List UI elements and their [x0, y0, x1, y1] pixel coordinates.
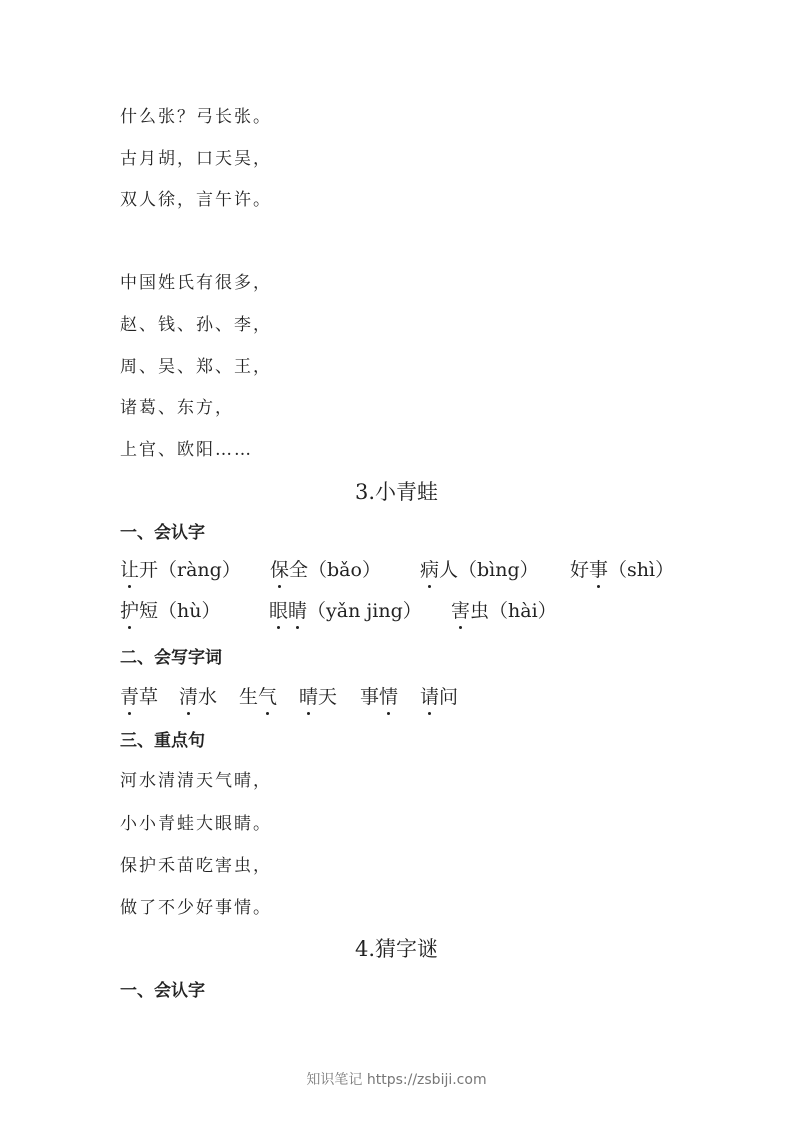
- poem-line: 诸葛、东方，: [120, 398, 234, 418]
- poem-line: 中国姓氏有很多，: [120, 273, 272, 293]
- recognize-item: 护短（hù）: [120, 600, 221, 622]
- section-heading-write: 二、会写字词: [120, 648, 222, 668]
- write-word: 清水: [179, 686, 218, 708]
- poem-line: 上官、欧阳……: [120, 440, 253, 460]
- write-word: 请问: [420, 686, 459, 708]
- key-sentence: 做了不少好事情。: [120, 898, 272, 918]
- poem-line: 赵、钱、孙、李，: [120, 315, 272, 335]
- recognize-item: 眼睛（yǎn jing）: [269, 600, 422, 622]
- poem-line: 双人徐，言午许。: [120, 190, 272, 210]
- recognize-item: 害虫（hài）: [451, 600, 557, 622]
- write-word: 生气: [239, 686, 278, 708]
- section-heading-recognize: 一、会认字: [120, 981, 205, 1001]
- lesson-title: 3.小青蛙: [354, 480, 439, 504]
- poem-line: 周、吴、郑、王，: [120, 357, 272, 377]
- key-sentence: 保护禾苗吃害虫，: [120, 856, 272, 876]
- section-heading-key-sentences: 三、重点句: [120, 731, 205, 751]
- key-sentence: 河水清清天气晴，: [120, 771, 272, 791]
- write-word: 晴天: [299, 686, 338, 708]
- recognize-item: 病人（bìng）: [420, 559, 539, 581]
- section-heading-recognize: 一、会认字: [120, 523, 205, 543]
- footer-watermark: 知识笔记 https://zsbiji.com: [306, 1072, 487, 1088]
- key-sentence: 小小青蛙大眼睛。: [120, 814, 272, 834]
- poem-line: 古月胡，口天吴，: [120, 149, 272, 169]
- write-word: 青草: [120, 686, 159, 708]
- write-word: 事情: [360, 686, 399, 708]
- recognize-item: 保全（bǎo）: [270, 559, 381, 581]
- lesson-title: 4.猜字谜: [354, 937, 439, 961]
- recognize-item: 好事（shì）: [570, 559, 675, 581]
- poem-line: 什么张？弓长张。: [120, 107, 272, 127]
- recognize-item: 让开（ràng）: [120, 559, 241, 581]
